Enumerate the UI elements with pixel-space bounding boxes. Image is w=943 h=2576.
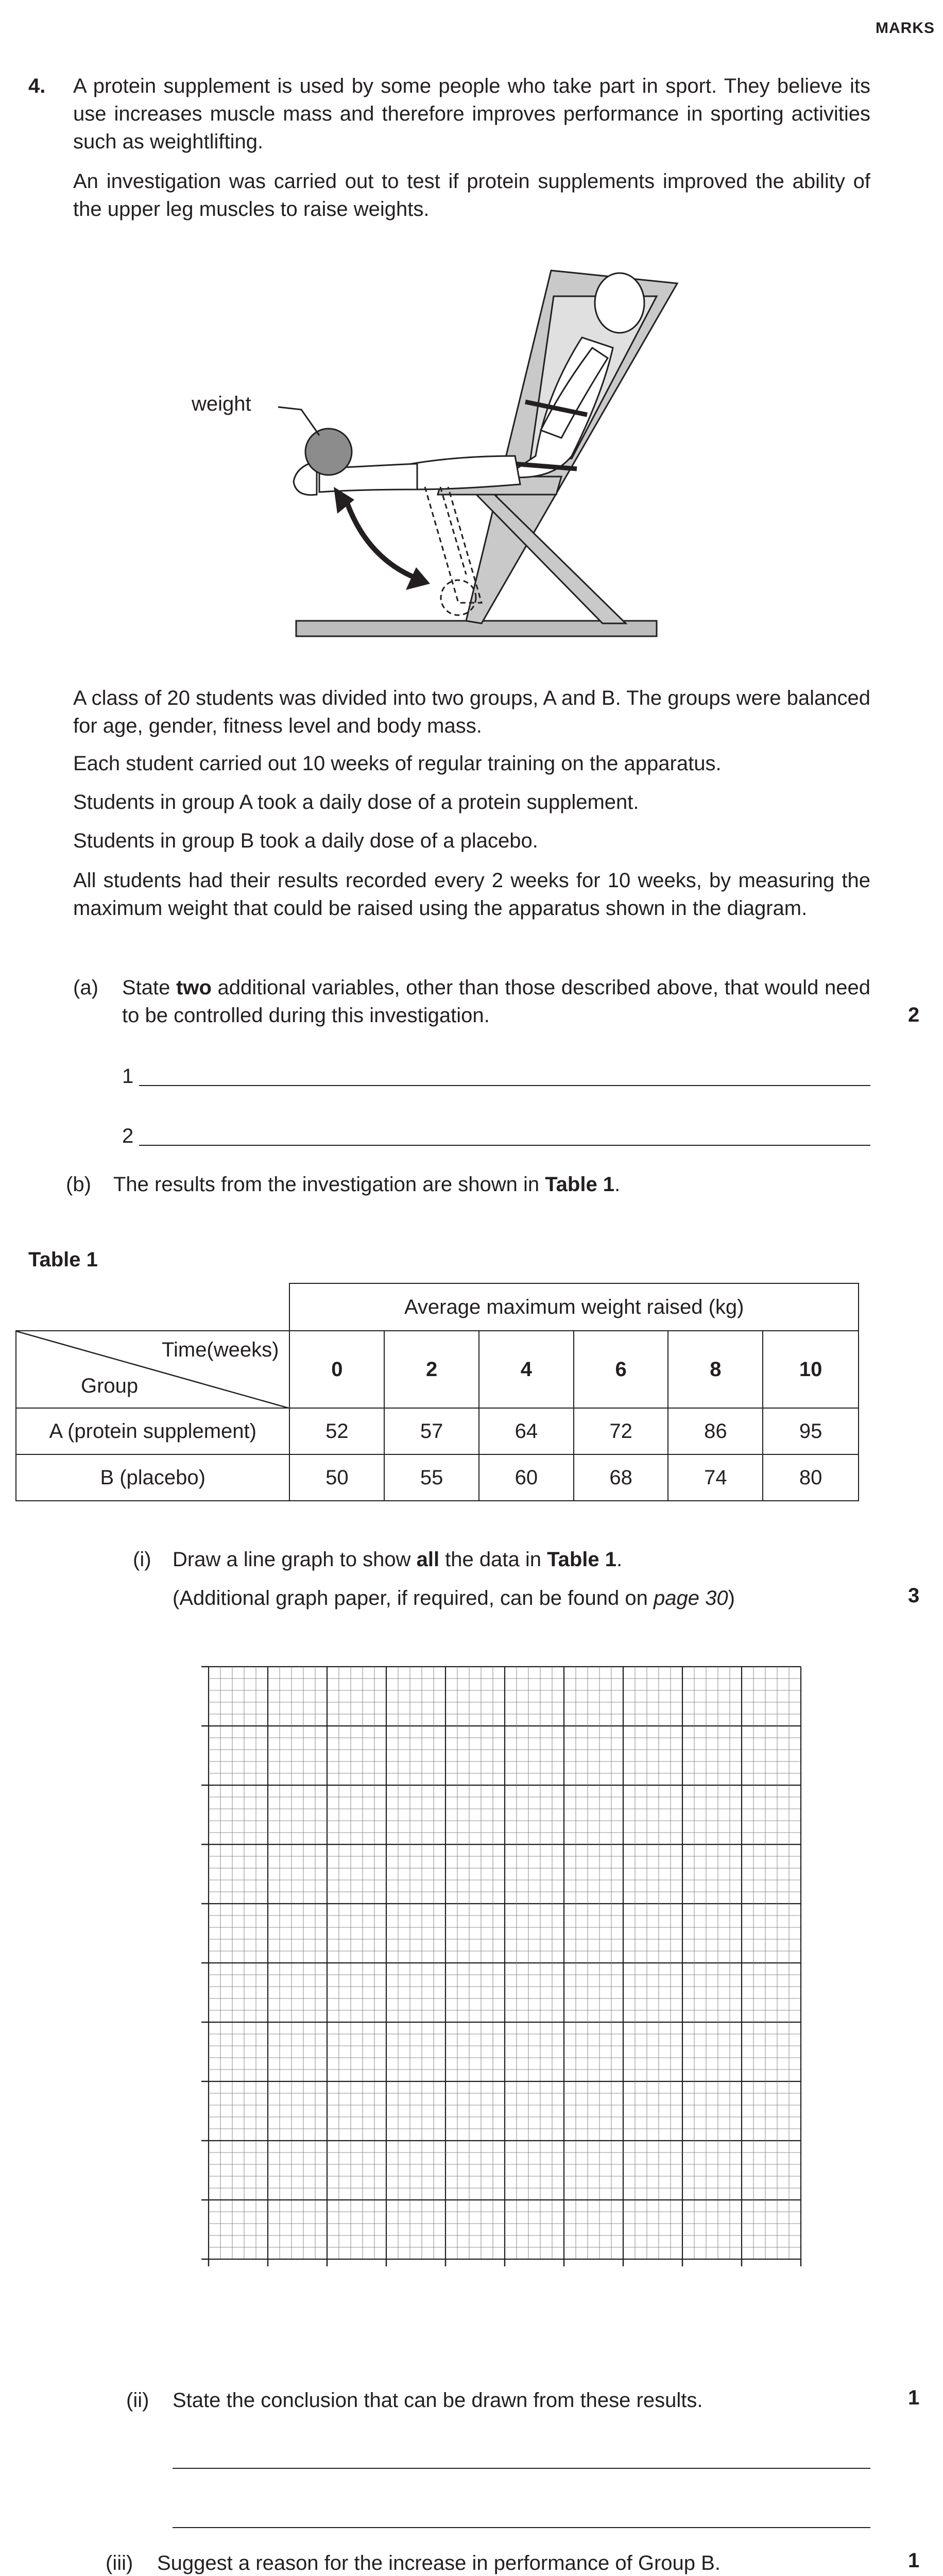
answer-line-a1[interactable]: [139, 1085, 870, 1086]
table1-col-header: 10: [763, 1331, 859, 1408]
weight-label: weight: [192, 393, 251, 415]
intro-paragraph-1: A protein supplement is used by some people who take part in sport. They believe its use increases muscle mass and therefore improves performance in sporting activities such as weightlifting.: [73, 75, 870, 153]
part-b-ii-label: (ii): [126, 2389, 149, 2412]
part-b-iii-text: Suggest a reason for the increase in performance of Group B.: [157, 2552, 721, 2574]
table1-corner-cell: [16, 1331, 289, 1408]
answer-line-a2[interactable]: [139, 1145, 870, 1146]
table1-col-header: 4: [479, 1331, 574, 1408]
table1-corner-time: Time(weeks): [162, 1338, 279, 1361]
table1-cell: 52: [289, 1408, 384, 1454]
table1-cell: 95: [763, 1408, 859, 1454]
table1-group-label: A (protein supplement): [16, 1408, 289, 1454]
intro-paragraph-2: An investigation was carried out to test if protein supplements improved the ability of the upper leg muscles to raise weights.: [73, 170, 870, 221]
table1: [15, 1283, 859, 1501]
part-b-ii-text: State the conclusion that can be drawn from these results.: [173, 2389, 703, 2412]
table1-cell: 68: [574, 1454, 668, 1501]
table1-caption: Table 1: [28, 1248, 98, 1271]
part-b-i-marks: 3: [908, 1584, 920, 1607]
table1-cell: 80: [763, 1454, 859, 1501]
table1-cell: 57: [384, 1408, 479, 1454]
table1-cell: 74: [668, 1454, 763, 1501]
part-b-ii-marks: 1: [908, 2386, 920, 2409]
table-row: [16, 1454, 859, 1501]
part-a-marks: 2: [908, 1004, 920, 1026]
table1-cell: 86: [668, 1408, 763, 1454]
graph-paper[interactable]: [196, 1662, 814, 2282]
method-paragraph-4: Students in group B took a daily dose of a placebo.: [73, 829, 538, 852]
table1-col-header: 6: [574, 1331, 668, 1408]
part-b-text: The results from the investigation are shown in Table 1.: [113, 1173, 621, 1196]
answer-line-b-ii-2[interactable]: [173, 2527, 870, 2528]
part-b-label: (b): [66, 1173, 91, 1196]
table1-col-header: 2: [384, 1331, 479, 1408]
answer-line-2-label: 2: [122, 1125, 134, 1147]
apparatus-diagram: [191, 260, 695, 652]
marks-column-header: MARKS: [876, 20, 935, 37]
method-paragraph-5: All students had their results recorded every 2 weeks for 10 weeks, by measuring the maximum weight that could be raised using the apparatus shown in the diagram.: [73, 869, 870, 920]
method-paragraph-1: A class of 20 students was divided into two groups, A and B. The groups were balanced for age, gender, fitness level and body mass.: [73, 687, 870, 737]
part-a-question: State two additional variables, other than those described above, that would need to be controlled during this investigation.: [122, 976, 871, 1027]
table1-col-header: 0: [289, 1331, 384, 1408]
table1-cell: 64: [479, 1408, 574, 1454]
part-b-iii-label: (iii): [106, 2552, 133, 2574]
part-a-label: (a): [73, 976, 98, 999]
table1-group-label: B (placebo): [16, 1454, 289, 1501]
table1-cell: 60: [479, 1454, 574, 1501]
table1-cell: 72: [574, 1408, 668, 1454]
table1-span-header: Average maximum weight raised (kg): [289, 1283, 859, 1331]
table1-col-header: 8: [668, 1331, 763, 1408]
part-b-i-label: (i): [133, 1548, 151, 1571]
table-row: [16, 1408, 859, 1454]
method-paragraph-2: Each student carried out 10 weeks of regular training on the apparatus.: [73, 752, 722, 775]
table1-cell: 55: [384, 1454, 479, 1501]
table1-corner-group: Group: [81, 1375, 139, 1397]
answer-line-b-ii-1[interactable]: [173, 2468, 870, 2469]
table1-cell: 50: [289, 1454, 384, 1501]
answer-line-1-label: 1: [122, 1065, 134, 1088]
part-b-i-text: Draw a line graph to show all the data in Table 1.: [173, 1548, 623, 1571]
part-b-i-note: (Additional graph paper, if required, can be found on page 30): [173, 1587, 735, 1609]
method-paragraph-3: Students in group A took a daily dose of a protein supplement.: [73, 791, 639, 814]
question-number: 4.: [28, 75, 46, 97]
part-b-iii-marks: 1: [908, 2549, 920, 2572]
